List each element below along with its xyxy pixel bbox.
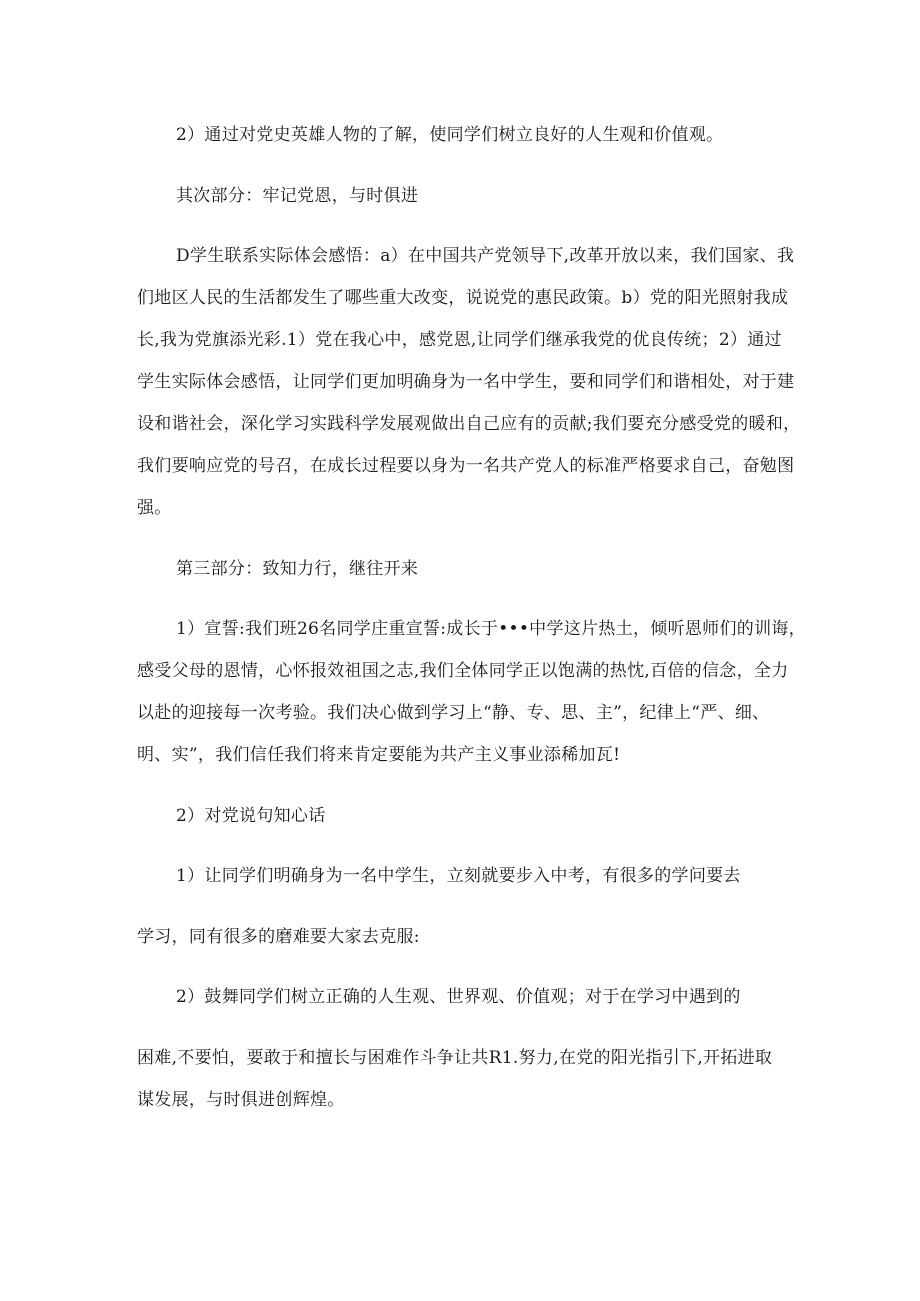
text-line: 学生实际体会感悟，让同学们更加明确身为一名中学生，要和同学们和谐相处，对于建	[137, 372, 795, 392]
section-heading: 其次部分：牢记党恩，与时俱进	[176, 186, 419, 206]
text-line: 明、实”，我们信任我们将来肯定要能为共产主义事业添稀加瓦!	[137, 745, 621, 765]
text-line: 以赴的迎接每一次考验。我们决心做到学习上“静、专、思、主”，纪律上“严、细、	[137, 703, 770, 723]
text-line: 长,我为党旗添光彩.1）党在我心中，感党恩,让同学们继承我党的优良传统；2）通过	[137, 330, 782, 350]
text-line: 设和谐社会，深化学习实践科学发展观做出自己应有的贡献;我们要充分感受党的暖和，	[137, 414, 801, 434]
text-line: 们地区人民的生活都发生了哪些重大改变，说说党的惠民政策。b）党的阳光照射我成	[137, 288, 789, 308]
text-line: 感受父母的恩情，心怀报效祖国之志,我们全体同学正以饱满的热忱,百倍的信念，全力	[137, 661, 789, 681]
text-line: 2）通过对党史英雄人物的了解，使同学们树立良好的人生观和价值观。	[176, 125, 724, 145]
text-line: 1）宣誓:我们班26名同学庄重宣誓:成长于•••中学这片热土，倾听恩师们的训诲，	[176, 619, 806, 639]
text-line: 我们要响应党的号召，在成长过程要以身为一名共产党人的标准严格要求自己，奋勉图	[137, 456, 795, 476]
text-line: D学生联系实际体会感悟：a）在中国共产党领导下,改革开放以来，我们国家、我	[176, 246, 795, 266]
section-heading: 2）对党说句知心话	[176, 806, 326, 826]
text-line: 谋发展，与时俱进创辉煌。	[137, 1090, 345, 1110]
text-line: 学习，同有很多的磨难要大家去克服:	[137, 927, 420, 947]
text-line: 2）鼓舞同学们树立正确的人生观、世界观、价值观；对于在学习中遇到的	[176, 987, 741, 1007]
text-line: 困难,不要怕，要敢于和擅长与困难作斗争让共R1.努力,在党的阳光指引下,开拓进取	[137, 1048, 773, 1068]
text-line: 1）让同学们明确身为一名中学生，立刻就要步入中考，有很多的学问要去	[176, 866, 741, 886]
text-line: 强。	[137, 498, 172, 518]
section-heading: 第三部分：致知力行，继往开来	[176, 559, 419, 579]
